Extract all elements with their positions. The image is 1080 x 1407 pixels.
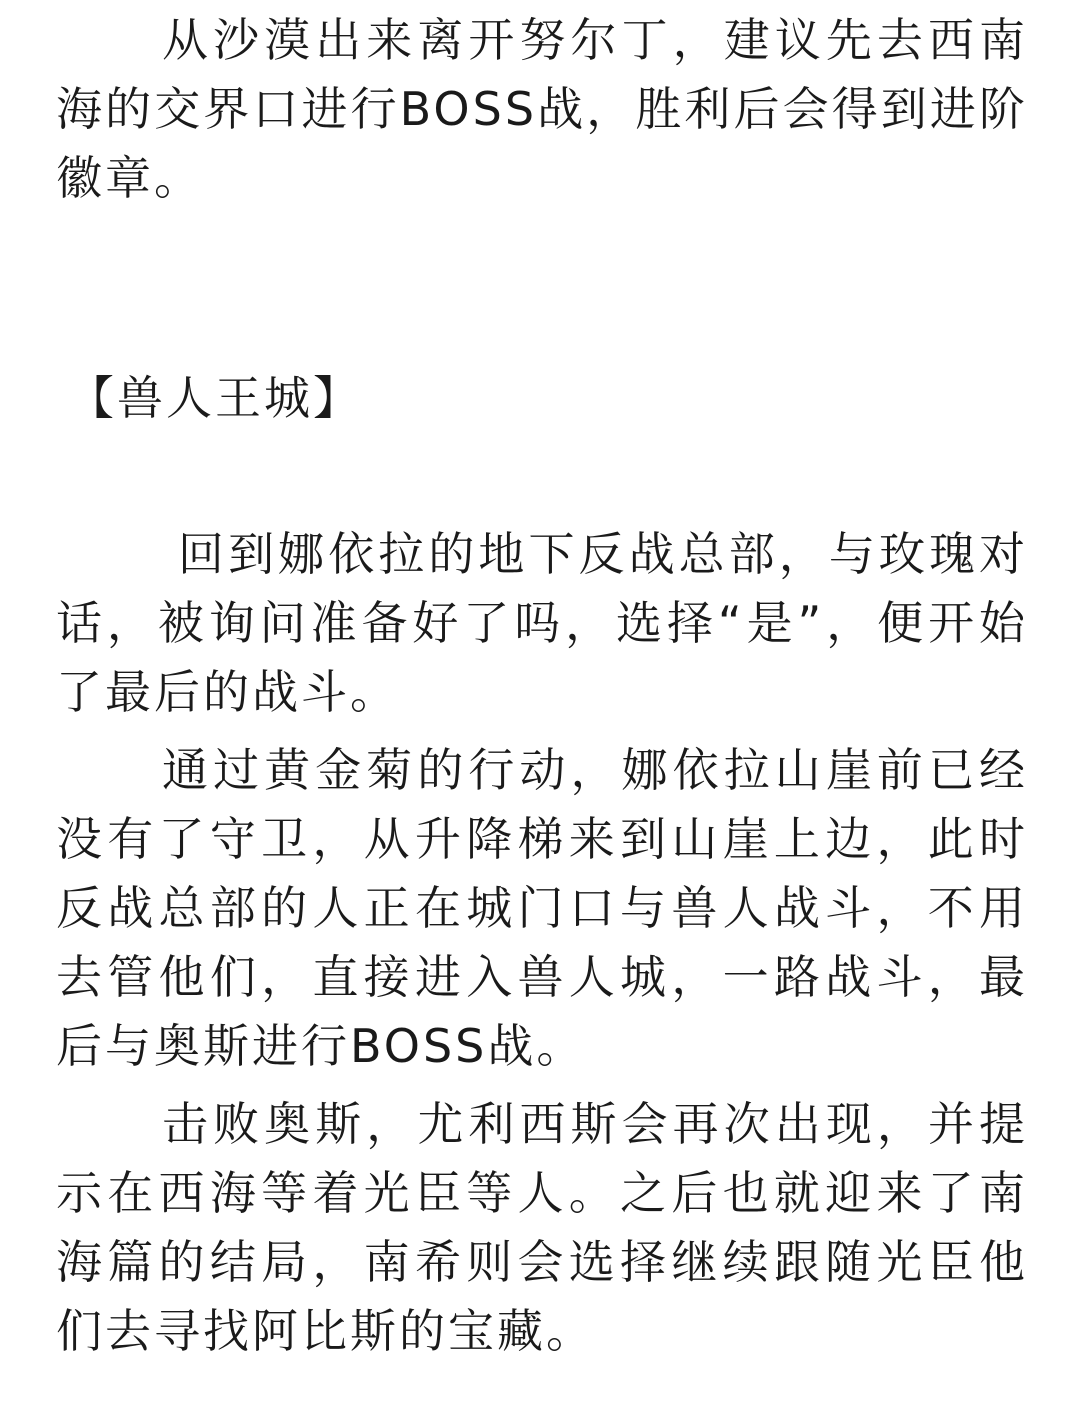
paragraph-2: 通过黄金菊的行动，娜依拉山崖前已经没有了守卫，从升降梯来到山崖上边，此时反战总部的人正在城门口与兽人战斗，不用去管他们，直接进入兽人城，一路战斗，最后与奥斯进行BOSS战。 bbox=[56, 743, 1028, 1073]
section-title: 【兽人王城】 bbox=[68, 371, 362, 425]
intro-paragraph: 从沙漠出来离开努尔丁，建议先去西南海的交界口进行BOSS战，胜利后会得到进阶徽章。 bbox=[56, 13, 1028, 205]
paragraph-3: 击败奥斯，尤利西斯会再次出现，并提示在西海等着光臣等人。之后也就迎来了南海篇的结局，南希则会选择继续跟随光臣他们去寻找阿比斯的宝藏。 bbox=[56, 1097, 1028, 1358]
paragraph-1: 回到娜依拉的地下反战总部，与玫瑰对话，被询问准备好了吗，选择“是”，便开始了最后的战斗。 bbox=[56, 527, 1028, 719]
